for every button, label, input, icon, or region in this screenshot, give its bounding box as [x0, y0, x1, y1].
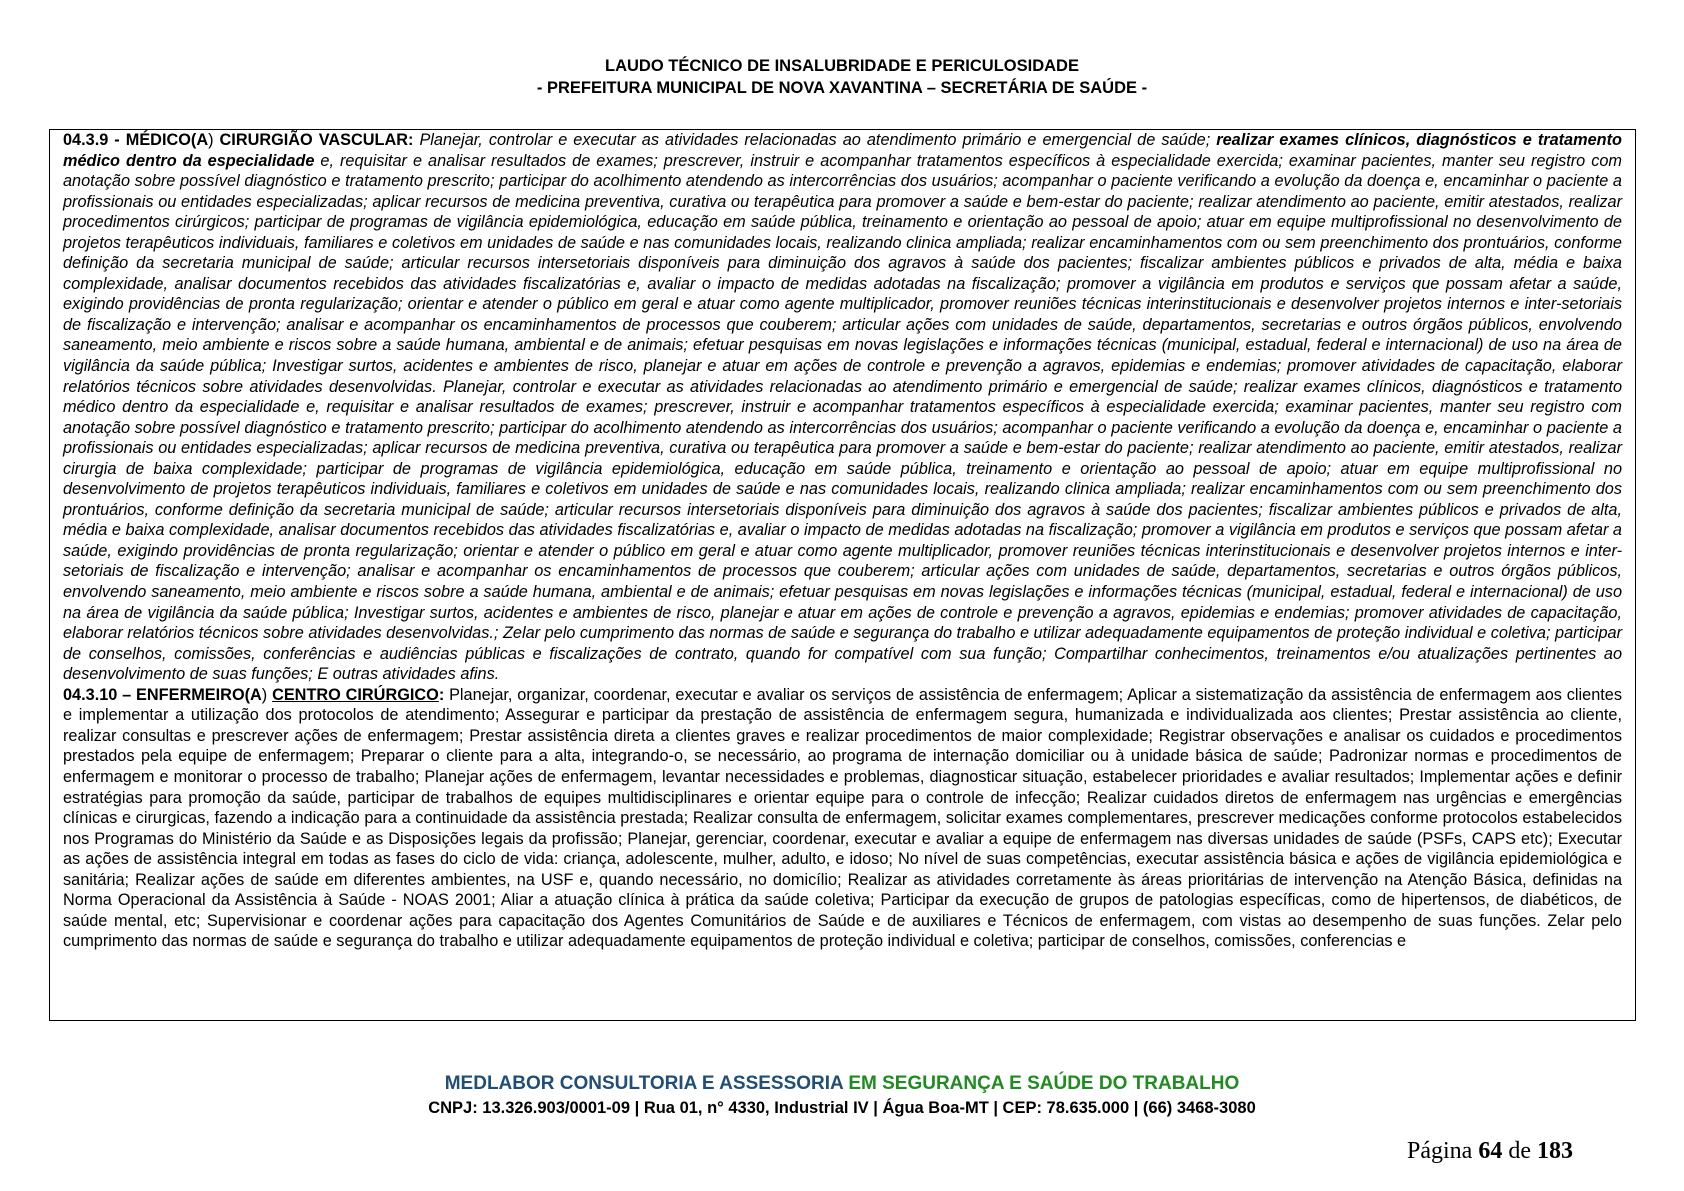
document-header: [0, 55, 1684, 99]
section-1-text-1: Planejar, controlar e executar as atividades relacionadas ao atendimento primário e emergencial de saúde;: [413, 131, 1217, 149]
page-number: [1407, 1136, 1573, 1166]
page-total: 183: [1537, 1138, 1573, 1164]
footer-company-name: MEDLABOR CONSULTORIA E ASSESSORIA: [444, 1073, 844, 1094]
section-1-code-close: ): [208, 131, 214, 149]
section-1-code-a: A: [196, 131, 209, 149]
footer-address: CNPJ: 13.326.903/0001-09 | Rua 01, n° 4330, Industrial IV | Água Boa-MT | CEP: 78.635.000 | (66) 3468-3080: [428, 1099, 1256, 1117]
footer-company-tagline: EM SEGURANÇA E SAÚDE DO TRABALHO: [843, 1073, 1240, 1094]
document-title: LAUDO TÉCNICO DE INSALUBRIDADE E PERICULOSIDADE: [605, 57, 1079, 75]
section-2-colon: :: [438, 685, 445, 704]
document-subtitle: - PREFEITURA MUNICIPAL DE NOVA XAVANTINA – SECRETÁRIA DE SAÚDE -: [536, 79, 1148, 97]
section-1-text-2: e, requisitar e analisar resultados de exames; prescrever, instruir e acompanhar tratamentos específicos à especialidade exercida; examinar pacientes, manter seu registro com anotação sobre possível diagnóstico e tratamento prescrito; participar do acolhimento atendendo as intercorrências dos usuários; acompanhar o paciente verificando a evolução da doença e, encaminhar o paciente a profissionais ou entidades especializadas; aplicar recursos de medicina preventiva, curativa ou terapêutica para promover a saúde e bem-estar do paciente; realizar atendimento ao paciente, emitir atestados, realizar procedimentos cirúrgicos; participar de programas de vigilância epidemiológica, educação em saúde pública, treinamento e orientação ao pessoal de apoio; atuar em equipe multiprofissional no desenvolvimento de projetos terapêuticos individuais, familiares e coletivos em unidades de saúde e nas comunidades locais, realizando clinica ampliada; realizar encaminhamentos com ou sem preenchimento dos prontuários, conforme definição da secretaria municipal de saúde; articular recursos intersetoriais disponíveis para diminuição dos agravos à saúde dos pacientes; fiscalizar ambientes públicos e privados de alta, média e baixa complexidade, analisar documentos recebidos das atividades fiscalizatórias e, avaliar o impacto de medidas adotadas na fiscalização; promover a vigilância em produtos e serviços que possam afetar a saúde, exigindo providências de pronta regularização; orientar e atender o público em geral e atuar como agente multiplicador, promover reuniões técnicas interinstitucionais e desenvolver projetos internos e inter-setoriais de fiscalização e intervenção; analisar e acompanhar os encaminhamentos de processos que couberem; articular ações com unidades de saúde, departamentos, secretarias e outros órgãos públicos, envolvendo saneamento, meio ambiente e riscos sobre a saúde humana, ambiental e de animais; efetuar pesquisas em novas legislações e informações técnicas (municipal, estadual, federal e internacional) de uso na área de vigilância da saúde pública; Investigar surtos, acidentes e ambientes de risco, planejar e atuar em ações de controle e prevenção a agravos, epidemias e endemias; promover atividades de capacitação, elaborar relatórios técnicos sobre atividades desenvolvidas. Planejar, controlar e executar as atividades relacionadas ao atendimento primário e emergencial de saúde; realizar exames clínicos, diagnósticos e tratamento médico dentro da especialidade e, requisitar e analisar resultados de exames; prescrever, instruir e acompanhar tratamentos específicos à especialidade exercida; examinar pacientes, manter seu registro com anotação sobre possível diagnóstico e tratamento prescrito; participar do acolhimento atendendo as intercorrências dos usuários; acompanhar o paciente verificando a evolução da doença e, encaminhar o paciente a profissionais ou entidades especializadas; aplicar recursos de medicina preventiva, curativa ou terapêutica para promover a saúde e bem-estar do paciente; realizar atendimento ao paciente, emitir atestados, realizar cirurgia de baixa complexidade; participar de programas de vigilância epidemiológica, educação em saúde pública, treinamento e orientação ao pessoal de apoio; atuar em equipe multiprofissional no desenvolvimento de projetos terapêuticos individuais, familiares e coletivos em unidades de saúde e nas comunidades locais, realizando clinica ampliada; realizar encaminhamentos com ou sem preenchimento dos prontuários, conforme definição da secretaria municipal de saúde; articular recursos intersetoriais disponíveis para diminuição dos agravos à saúde dos pacientes; fiscalizar ambientes públicos e privados de alta, média e baixa complexidade, analisar documentos recebidos das atividades fiscalizatórias e, avaliar o impacto de medidas adotadas na fiscalização; promover a vigilância em produtos e serviços que possam afetar a saúde, exigindo providências de pronta regularização; orientar e atender o público em geral e atuar como agente multiplicador, promover reuniões técnicas interinstitucionais e desenvolver projetos internos e inter-setoriais de fiscalização e intervenção; analisar e acompanhar os encaminhamentos de processos que couberem; articular ações com unidades de saúde, departamentos, secretarias e outros órgãos públicos, envolvendo saneamento, meio ambiente e riscos sobre a saúde humana, ambiental e de animais; efetuar pesquisas em novas legislações e informações técnicas (municipal, estadual, federal e internacional) de uso na área de vigilância da saúde pública; Investigar surtos, acidentes e ambientes de risco, planejar e atuar em ações de controle e prevenção a agravos, epidemias e endemias; promover atividades de capacitação, elaborar relatórios técnicos sobre atividades desenvolvidas.; Zelar pelo cumprimento das normas de saúde e segurança do trabalho e utilizar adequadamente equipamentos de proteção individual e coletiva; participar de conselhos, comissões, conferências e audiências públicas e fiscalizações de contrato, quando for compatível com sua função; Compartilhar conhecimentos, treinamentos e/ou atualizações pertinentes ao desenvolvimento de suas funções; E outras atividades afins.: [63, 151, 1622, 684]
section-enfermeiro-centro-cirurgico: [63, 685, 1622, 952]
section-2-code-close: ): [261, 685, 268, 704]
section-2-code-a: A: [250, 685, 262, 704]
page-of: de: [1502, 1138, 1537, 1164]
section-1-code: 04.3.9 - MÉDICO(: [63, 131, 197, 149]
footer-company: [0, 1072, 1684, 1096]
section-medico-cirurgiao-vascular: [63, 130, 1622, 685]
section-1-bold-1: realizar exames clínicos, diagnósticos e tratamento médico dentro da especialidade: [63, 131, 1622, 170]
section-1-role: CIRURGIÃO VASCULAR:: [213, 131, 414, 149]
page-label: Página: [1407, 1138, 1479, 1164]
section-2-role: CENTRO CIRÚRGICO: [272, 685, 439, 704]
section-2-code: 04.3.10 – ENFERMEIRO(: [63, 685, 251, 704]
job-description-box: [49, 129, 1636, 1021]
section-2-text: Planejar, organizar, coordenar, executar e avaliar os serviços de assistência de enfermagem; Aplicar a sistematização da assistência de enfermagem aos clientes e implementar a utilização dos protocolos de atendimento; Assegurar e participar da prestação de assistência de enfermagem segura, humanizada e individualizada aos clientes; Prestar assistência ao cliente, realizar consultas e prescrever ações de enfermagem; Prestar assistência direta a clientes graves e realizar procedimentos de maior complexidade; Registrar observações e analisar os cuidados e procedimentos prestados pela equipe de enfermagem; Preparar o cliente para a alta, integrando-o, se necessário, ao programa de internação domiciliar ou à unidade básica de saúde; Padronizar normas e procedimentos de enfermagem e monitorar o processo de trabalho; Planejar ações de enfermagem, levantar necessidades e problemas, diagnosticar situação, estabelecer prioridades e avaliar resultados; Implementar ações e definir estratégias para promoção da saúde, participar de trabalhos de equipes multidisciplinares e orientar equipe para o controle de infecção; Realizar cuidados diretos de enfermagem nas urgências e emergências clínicas e cirurgicas, fazendo a indicação para a continuidade da assistência prestada; Realizar consulta de enfermagem, solicitar exames complementares, prescrever medicações conforme protocolos estabelecidos nos Programas do Ministério da Saúde e as Disposições legais da profissão; Planejar, gerenciar, coordenar, executar e avaliar a equipe de enfermagem nas diversas unidades de saúde (PSFs, CAPS etc); Executar as ações de assistência integral em todas as fases do ciclo de vida: criança, adolescente, mulher, adulto, e idoso; No nível de suas competências, executar assistência básica e ações de vigilância epidemiológica e sanitária; Realizar ações de saúde em diferentes ambientes, na USF e, quando necessário, no domicílio; Realizar as atividades corretamente às áreas prioritárias de intervenção na Atenção Básica, definidas na Norma Operacional da Assistência à Saúde - NOAS 2001; Aliar a atuação clínica à prática da saúde coletiva; Participar da execução de grupos de patologias específicas, como de hipertensos, de diabéticos, de saúde mental, etc; Supervisionar e coordenar ações para capacitação dos Agentes Comunitários de Saúde e de auxiliares e Técnicos de enfermagem, com vistas ao desempenho de suas funções. Zelar pelo cumprimento das normas de saúde e segurança do trabalho e utilizar adequadamente equipamentos de proteção individual e coletiva; participar de conselhos, comissões, conferencias e: [63, 685, 1622, 951]
page-current: 64: [1478, 1138, 1503, 1164]
